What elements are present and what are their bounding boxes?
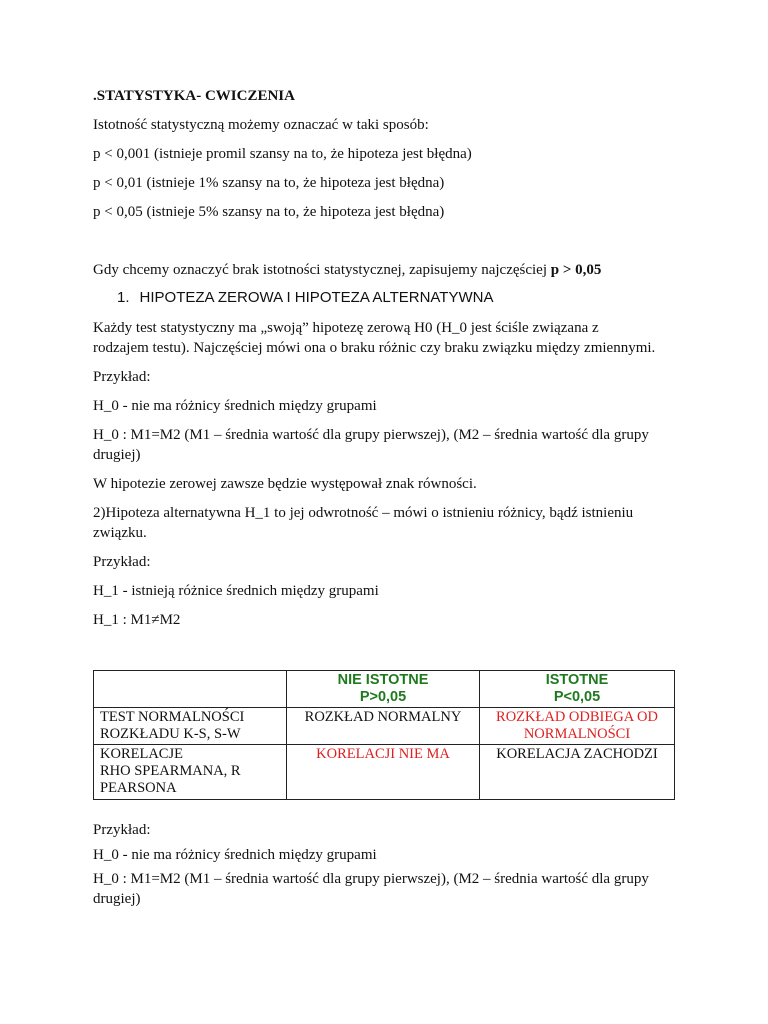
- no-significance-text: Gdy chcemy oznaczyć brak istotności statystycznej, zapisujemy najczęściej p > 0,05: [93, 262, 602, 278]
- section-title: HIPOTEZA ZEROWA I HIPOTEZA ALTERNATYWNA: [139, 289, 494, 306]
- table-corner-cell: [94, 671, 287, 708]
- table-row-correlation: [94, 745, 675, 800]
- h1-formula: H_1 : M1≠M2: [93, 612, 181, 628]
- cell-normal-distribution: ROZKŁAD NORMALNY: [287, 708, 480, 745]
- h1-description-line2: związku.: [93, 525, 147, 541]
- h1-description-line1: 2)Hipoteza alternatywna H_1 to jej odwrotność – mówi o istnieniu różnicy, bądź istnieniu: [93, 505, 634, 521]
- p-level-005: p < 0,05 (istnieje 5% szansy na to, że hipoteza jest błędna): [93, 204, 445, 220]
- header-not-significant: NIE ISTOTNE P>0,05: [287, 671, 480, 708]
- h0-example: H_0 - nie ma różnicy średnich między grupami: [93, 398, 377, 414]
- bottom-h0-formula-line1: H_0 : M1=M2 (M1 – średnia wartość dla grupy pierwszej), (M2 – średnia wartość dla grupy: [93, 871, 649, 887]
- intro-text: Istotność statystyczną możemy oznaczać w taki sposób:: [93, 117, 429, 133]
- bottom-example-label: Przykład:: [93, 822, 151, 838]
- bottom-h0-formula-line2: drugiej): [93, 891, 141, 907]
- significance-table: [93, 670, 675, 800]
- example-label-2: Przykład:: [93, 554, 151, 570]
- bottom-h0-example: H_0 - nie ma różnicy średnich między grupami: [93, 847, 377, 863]
- example-label: Przykład:: [93, 369, 151, 385]
- row-label-correlation: KORELACJE RHO SPEARMANA, R PEARSONA: [94, 745, 287, 800]
- cell-not-normal: ROZKŁAD ODBIEGA OD NORMALNOŚCI: [480, 708, 675, 745]
- row-label-normality: TEST NORMALNOŚCI ROZKŁADU K-S, S-W: [94, 708, 287, 745]
- no-significance-value: p > 0,05: [550, 262, 602, 278]
- document-title: .STATYSTYKA- CWICZENIA: [93, 88, 295, 104]
- h0-description-line2: rodzajem testu). Najczęściej mówi ona o braku różnic czy braku związku między zmiennymi.: [93, 340, 656, 356]
- cell-correlation-exists: KORELACJA ZACHODZI: [480, 745, 675, 800]
- p-level-0001: p < 0,001 (istnieje promil szansy na to, że hipoteza jest błędna): [93, 146, 472, 162]
- table-header-row: [94, 671, 675, 708]
- h0-description-line1: Każdy test statystyczny ma „swoją” hipotezę zerową H0 (H_0 jest ściśle związana z: [93, 320, 599, 336]
- h0-formula-line2: drugiej): [93, 447, 141, 463]
- p-level-001: p < 0,01 (istnieje 1% szansy na to, że hipoteza jest błędna): [93, 175, 445, 191]
- section-number: 1.: [117, 289, 130, 306]
- h1-example: H_1 - istnieją różnice średnich między grupami: [93, 583, 379, 599]
- section-heading: [117, 288, 493, 308]
- header-significant: ISTOTNE P<0,05: [480, 671, 675, 708]
- cell-no-correlation: KORELACJI NIE MA: [287, 745, 480, 800]
- h0-formula-line1: H_0 : M1=M2 (M1 – średnia wartość dla grupy pierwszej), (M2 – średnia wartość dla grupy: [93, 427, 649, 443]
- h0-equality-note: W hipotezie zerowej zawsze będzie występował znak równości.: [93, 476, 477, 492]
- table-row-normality: [94, 708, 675, 745]
